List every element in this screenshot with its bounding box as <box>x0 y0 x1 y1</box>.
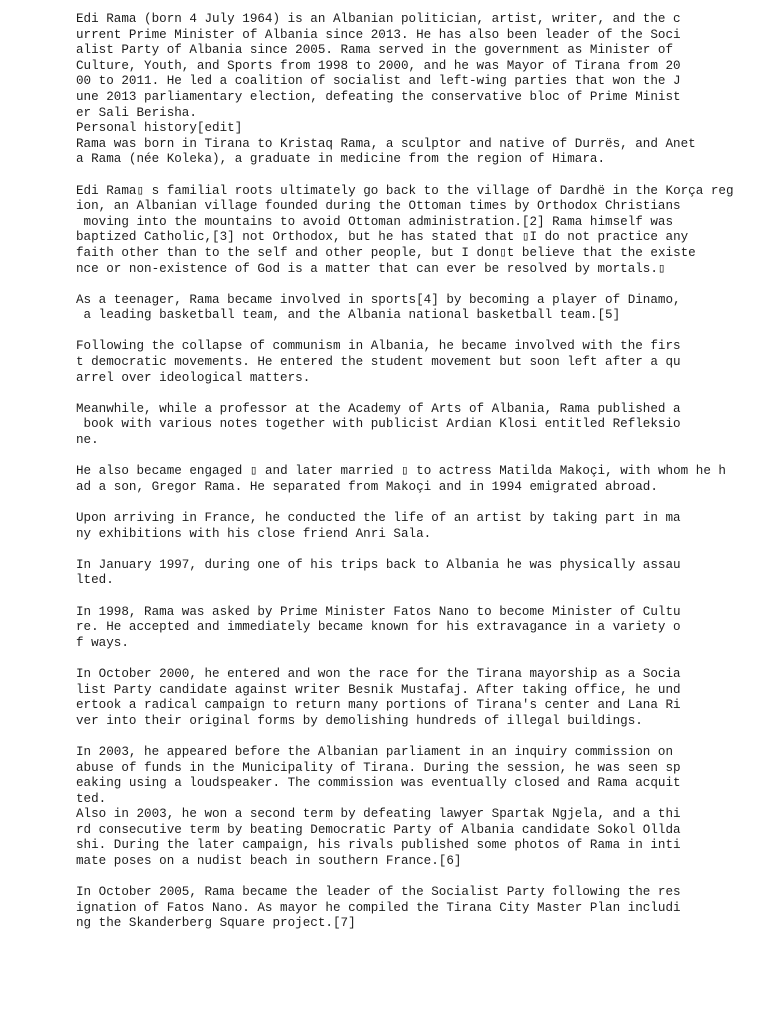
paragraph-gap <box>76 324 756 340</box>
paragraph-gap <box>76 277 756 293</box>
text-line: ad a son, Gregor Rama. He separated from Makoçi and in 1994 emigrated abroad. <box>76 479 658 494</box>
text-line: In January 1997, during one of his trips back to Albania he was physically assau <box>76 557 681 572</box>
text-line: Upon arriving in France, he conducted the life of an artist by taking part in ma <box>76 511 681 525</box>
text-line: er Sali Berisha. <box>76 105 197 120</box>
paragraph-gap <box>76 386 756 402</box>
text-line: f ways. <box>76 635 129 650</box>
text-line: rd consecutive term by beating Democratic Party of Albania candidate Sokol Ollda <box>76 822 681 837</box>
text-line: Also in 2003, he won a second term by defeating lawyer Spartak Ngjela, and a thi <box>76 807 681 822</box>
text-line: list Party candidate against writer Besnik Mustafaj. After taking office, he und <box>76 682 681 697</box>
text-line: In October 2000, he entered and won the race for the Tirana mayorship as a Socia <box>76 666 681 681</box>
text-line: arrel over ideological matters. <box>76 370 311 385</box>
text-line: shi. During the later campaign, his rivals published some photos of Rama in inti <box>76 838 681 853</box>
paragraph <box>76 667 756 729</box>
paragraph <box>76 12 756 168</box>
text-line: book with various notes together with publicist Ardian Klosi entitled Refleksio <box>76 417 681 432</box>
paragraph-gap <box>76 729 756 745</box>
paragraph-gap <box>76 542 756 558</box>
text-line: faith other than to the self and other people, but I don▯t believe that the existe <box>76 245 696 260</box>
text-line: alist Party of Albania since 2005. Rama served in the government as Minister of <box>76 43 674 58</box>
text-line: urrent Prime Minister of Albania since 2013. He has also been leader of the Soci <box>76 27 681 42</box>
text-line: ignation of Fatos Nano. As mayor he compiled the Tirana City Master Plan includi <box>76 900 681 915</box>
text-line: In October 2005, Rama became the leader of the Socialist Party following the res <box>76 885 681 900</box>
text-line: Edi Rama▯ s familial roots ultimately go back to the village of Dardhë in the Korça reg <box>76 183 734 198</box>
paragraph <box>76 464 756 495</box>
text-line: re. He accepted and immediately became known for his extravagance in a variety o <box>76 620 681 635</box>
paragraph <box>76 511 756 542</box>
paragraph-gap <box>76 495 756 511</box>
paragraph <box>76 402 756 449</box>
paragraph <box>76 745 756 870</box>
paragraph <box>76 184 756 278</box>
text-line: ny exhibitions with his close friend Anri Sala. <box>76 526 432 541</box>
text-line: ion, an Albanian village founded during the Ottoman times by Orthodox Christians <box>76 199 681 214</box>
paragraph-gap <box>76 589 756 605</box>
text-line: lted. <box>76 573 114 588</box>
text-line: As a teenager, Rama became involved in sports[4] by becoming a player of Dinamo, <box>76 292 681 307</box>
text-line: ng the Skanderberg Square project.[7] <box>76 916 356 931</box>
text-line: ted. <box>76 791 107 806</box>
paragraph <box>76 885 756 932</box>
text-line: In 1998, Rama was asked by Prime Minister Fatos Nano to become Minister of Cultu <box>76 604 681 619</box>
paragraph <box>76 293 756 324</box>
paragraph <box>76 605 756 652</box>
text-line: He also became engaged ▯ and later married ▯ to actress Matilda Makoçi, with whom he h <box>76 464 726 479</box>
paragraph-gap <box>76 651 756 667</box>
text-line: a Rama (née Koleka), a graduate in medicine from the region of Himara. <box>76 152 606 167</box>
document-body <box>76 12 756 932</box>
text-line: une 2013 parliamentary election, defeating the conservative bloc of Prime Minist <box>76 89 681 104</box>
text-line: eaking using a loudspeaker. The commission was eventually closed and Rama acquit <box>76 776 681 791</box>
text-line: 00 to 2011. He led a coalition of socialist and left-wing parties that won the J <box>76 74 681 89</box>
text-line: abuse of funds in the Municipality of Tirana. During the session, he was seen sp <box>76 760 681 775</box>
text-line: Edi Rama (born 4 July 1964) is an Albanian politician, artist, writer, and the c <box>76 12 681 26</box>
paragraph-gap <box>76 449 756 465</box>
text-line: nce or non-existence of God is a matter that can ever be resolved by mortals.▯ <box>76 261 666 276</box>
text-line: Personal history[edit] <box>76 121 243 136</box>
text-line: Culture, Youth, and Sports from 1998 to 2000, and he was Mayor of Tirana from 20 <box>76 58 681 73</box>
text-line: In 2003, he appeared before the Albanian parliament in an inquiry commission on <box>76 744 674 759</box>
text-line: baptized Catholic,[3] not Orthodox, but he has stated that ▯I do not practice any <box>76 230 689 245</box>
text-line: ne. <box>76 433 99 448</box>
text-line: Rama was born in Tirana to Kristaq Rama, a sculptor and native of Durrës, and Anet <box>76 136 696 151</box>
paragraph-gap <box>76 168 756 184</box>
text-line: moving into the mountains to avoid Ottoman administration.[2] Rama himself was <box>76 214 674 229</box>
text-line: ertook a radical campaign to return many portions of Tirana's center and Lana Ri <box>76 698 681 713</box>
text-line: Meanwhile, while a professor at the Academy of Arts of Albania, Rama published a <box>76 401 681 416</box>
text-line: t democratic movements. He entered the student movement but soon left after a qu <box>76 355 681 370</box>
paragraph <box>76 558 756 589</box>
paragraph-gap <box>76 870 756 886</box>
text-line: mate poses on a nudist beach in southern France.[6] <box>76 854 462 869</box>
paragraph <box>76 339 756 386</box>
text-line: a leading basketball team, and the Albania national basketball team.[5] <box>76 308 621 323</box>
text-line: Following the collapse of communism in Albania, he became involved with the firs <box>76 339 681 354</box>
text-line: ver into their original forms by demolishing hundreds of illegal buildings. <box>76 713 643 728</box>
